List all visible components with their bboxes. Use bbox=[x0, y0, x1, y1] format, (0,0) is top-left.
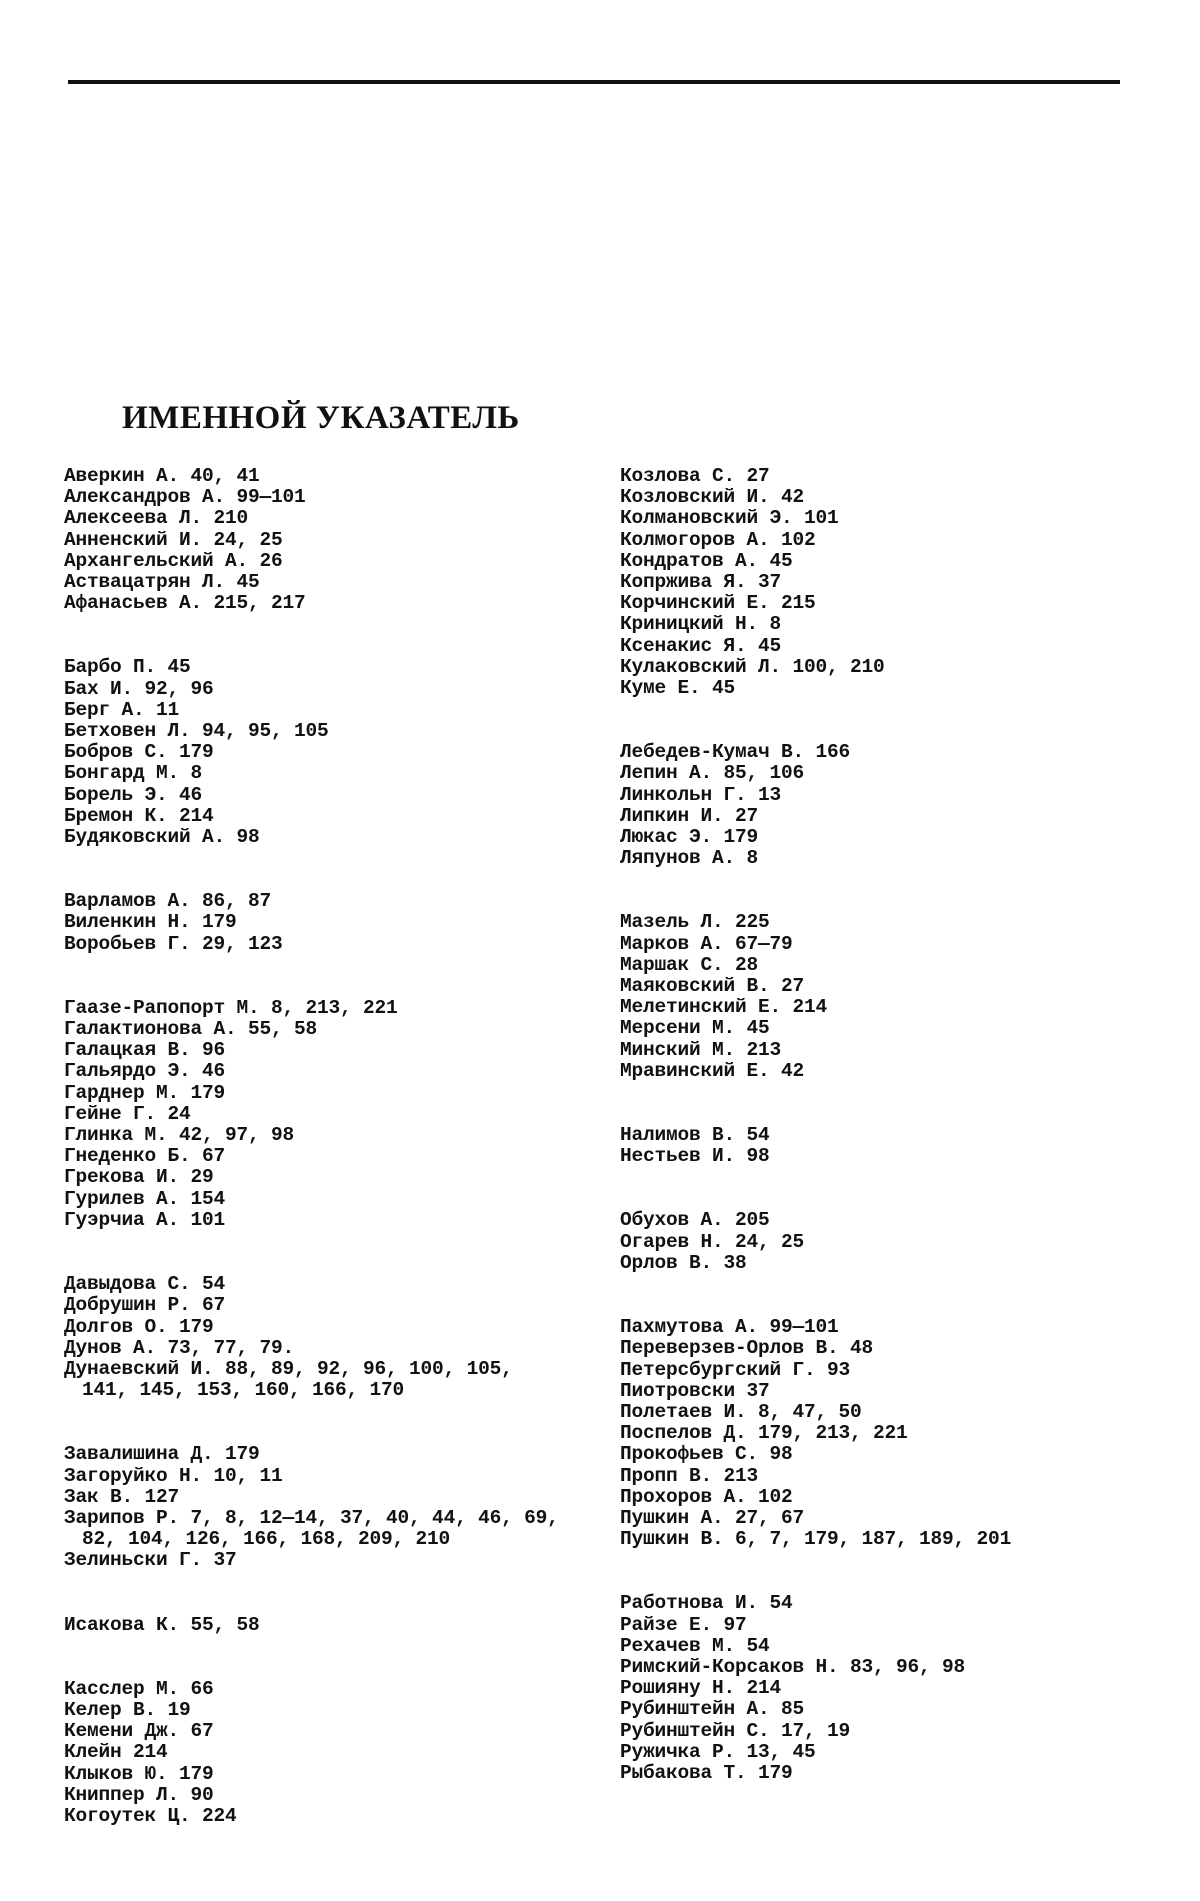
index-entry: Рубинштейн С. 17, 19 bbox=[620, 1719, 851, 1742]
index-entry: Петерсбургский Г. 93 bbox=[620, 1358, 851, 1381]
index-entry: Рехачев М. 54 bbox=[620, 1634, 770, 1657]
index-group-Л bbox=[620, 742, 1180, 869]
index-entry: Маяковский В. 27 bbox=[620, 975, 805, 998]
index-entry: Обухов А. 205 bbox=[620, 1209, 770, 1232]
index-column-left bbox=[64, 466, 604, 1870]
index-entry: Галацкая В. 96 bbox=[64, 1039, 226, 1062]
index-group-Г bbox=[64, 998, 604, 1231]
index-entry: Пахмутова А. 99—101 bbox=[620, 1316, 839, 1339]
top-rule bbox=[68, 80, 1120, 84]
index-entry: Келер В. 19 bbox=[64, 1698, 191, 1721]
index-group-М bbox=[620, 912, 1180, 1082]
index-entry: Галактионова А. 55, 58 bbox=[64, 1018, 318, 1041]
index-entry: Воробьев Г. 29, 123 bbox=[64, 932, 283, 955]
index-group-З bbox=[64, 1444, 604, 1571]
index-entry: Гарднер М. 179 bbox=[64, 1081, 226, 1104]
index-group-В bbox=[64, 891, 604, 955]
index-entry: Маршак С. 28 bbox=[620, 953, 759, 976]
index-entry: Будяковский А. 98 bbox=[64, 826, 260, 849]
page-title: ИМЕННОЙ УКАЗАТЕЛЬ bbox=[122, 400, 520, 436]
index-entry: Римский-Корсаков Н. 83, 96, 98 bbox=[620, 1655, 966, 1678]
index-entry: Бонгард М. 8 bbox=[64, 762, 203, 785]
index-entry: Рубинштейн А. 85 bbox=[620, 1698, 805, 1721]
index-group-Р bbox=[620, 1593, 1180, 1784]
index-entry: Борель Э. 46 bbox=[64, 783, 203, 806]
index-entry: Дунов А. 73, 77, 79. bbox=[64, 1336, 295, 1359]
index-entry: Исакова К. 55, 58 bbox=[64, 1613, 260, 1636]
index-group-Б bbox=[64, 657, 604, 848]
index-entry: Гейне Г. 24 bbox=[64, 1102, 191, 1125]
index-entry: Александров А. 99—101 bbox=[64, 486, 306, 509]
index-group-И bbox=[64, 1615, 604, 1636]
index-entry: Бетховен Л. 94, 95, 105 bbox=[64, 720, 329, 743]
index-entry: Налимов В. 54 bbox=[620, 1124, 770, 1147]
index-entry: Работнова И. 54 bbox=[620, 1592, 793, 1615]
index-entry: Кулаковский Л. 100, 210 bbox=[620, 655, 885, 678]
index-entry: Лепин А. 85, 106 bbox=[620, 762, 805, 785]
index-entry: Ляпунов А. 8 bbox=[620, 847, 759, 870]
index-entry: Берг А. 11 bbox=[64, 698, 180, 721]
index-entry: Зак В. 127 bbox=[64, 1485, 180, 1508]
index-entry: Аверкин А. 40, 41 bbox=[64, 465, 260, 487]
index-entry: Клыков Ю. 179 bbox=[64, 1762, 214, 1785]
index-entry: Барбо П. 45 bbox=[64, 656, 191, 679]
index-group-О bbox=[620, 1210, 1180, 1274]
index-entry: Аствацатрян Л. 45 bbox=[64, 571, 260, 594]
index-entry: Дунаевский И. 88, 89, 92, 96, 100, 105, bbox=[64, 1357, 513, 1380]
index-entry: Глинка М. 42, 97, 98 bbox=[64, 1124, 295, 1147]
index-entry: Минский М. 213 bbox=[620, 1038, 782, 1061]
index-entry: Рыбакова Т. 179 bbox=[620, 1761, 793, 1784]
index-entry: Ружичка Р. 13, 45 bbox=[620, 1740, 816, 1763]
index-entry: Варламов А. 86, 87 bbox=[64, 890, 272, 913]
index-entry: Пушкин А. 27, 67 bbox=[620, 1506, 805, 1529]
index-group-Н bbox=[620, 1125, 1180, 1167]
index-entry: Давыдова С. 54 bbox=[64, 1273, 226, 1296]
index-entry: Добрушин Р. 67 bbox=[64, 1294, 226, 1317]
index-entry: Анненский И. 24, 25 bbox=[64, 528, 283, 551]
index-entry: Мелетинский Е. 214 bbox=[620, 996, 828, 1019]
index-entry: Линкольн Г. 13 bbox=[620, 783, 782, 806]
index-entry: Грекова И. 29 bbox=[64, 1166, 214, 1189]
index-entry: Переверзев-Орлов В. 48 bbox=[620, 1337, 874, 1360]
index-entry: Козловский И. 42 bbox=[620, 486, 805, 509]
index-entry: Копржива Я. 37 bbox=[620, 571, 782, 594]
index-group-К bbox=[620, 466, 1180, 699]
index-entry: Кондратов А. 45 bbox=[620, 549, 793, 572]
index-entry: Мерсени М. 45 bbox=[620, 1017, 770, 1040]
index-entry: Гальярдо Э. 46 bbox=[64, 1060, 226, 1083]
index-entry: Мазель Л. 225 bbox=[620, 911, 770, 934]
index-entry: Орлов В. 38 bbox=[620, 1251, 747, 1274]
index-entry: Поспелов Д. 179, 213, 221 bbox=[620, 1422, 908, 1445]
index-entry: Архангельский А. 26 bbox=[64, 549, 283, 572]
index-entry: Когоутек Ц. 224 bbox=[64, 1804, 237, 1827]
index-entry: Кемени Дж. 67 bbox=[64, 1720, 214, 1743]
index-group-А bbox=[64, 466, 604, 614]
index-entry: Пушкин В. 6, 7, 179, 187, 189, 201 bbox=[620, 1528, 1012, 1551]
index-entry: Гнеденко Б. 67 bbox=[64, 1145, 226, 1168]
index-entry: Завалишина Д. 179 bbox=[64, 1443, 260, 1466]
index-entry: Марков А. 67—79 bbox=[620, 932, 793, 955]
index-column-right bbox=[620, 466, 1180, 1827]
index-entry: Огарев Н. 24, 25 bbox=[620, 1230, 805, 1253]
index-entry: Виленкин Н. 179 bbox=[64, 911, 237, 934]
index-entry: Афанасьев А. 215, 217 bbox=[64, 592, 306, 615]
index-entry: Прохоров А. 102 bbox=[620, 1485, 793, 1508]
index-entry: Бобров С. 179 bbox=[64, 741, 214, 764]
index-entry: Рошияну Н. 214 bbox=[620, 1677, 782, 1700]
index-entry: Зелиньски Г. 37 bbox=[64, 1549, 237, 1572]
index-entry: Зарипов Р. 7, 8, 12—14, 37, 40, 44, 46, 69, bbox=[64, 1506, 559, 1529]
index-entry: Касслер М. 66 bbox=[64, 1677, 214, 1700]
index-entry: Козлова С. 27 bbox=[620, 465, 770, 487]
index-entry: Корчинский Е. 215 bbox=[620, 592, 816, 615]
index-entry: Мравинский Е. 42 bbox=[620, 1059, 805, 1082]
index-entry: 82, 104, 126, 166, 168, 209, 210 bbox=[82, 1528, 451, 1551]
index-entry: Долгов О. 179 bbox=[64, 1315, 214, 1338]
index-entry: Липкин И. 27 bbox=[620, 804, 759, 827]
index-entry: Прокофьев С. 98 bbox=[620, 1443, 793, 1466]
index-group-П bbox=[620, 1317, 1180, 1550]
index-entry: Загоруйко Н. 10, 11 bbox=[64, 1464, 283, 1487]
index-entry: Книппер Л. 90 bbox=[64, 1783, 214, 1806]
index-entry: Лебедев-Кумач В. 166 bbox=[620, 741, 851, 764]
index-entry: Пиотровски 37 bbox=[620, 1379, 770, 1402]
index-entry: Куме Е. 45 bbox=[620, 677, 736, 700]
index-entry: Бах И. 92, 96 bbox=[64, 677, 214, 700]
index-entry: Клейн 214 bbox=[64, 1741, 168, 1764]
index-entry: Колмогоров А. 102 bbox=[620, 528, 816, 551]
index-entry: Ксенакис Я. 45 bbox=[620, 634, 782, 657]
index-entry: Люкас Э. 179 bbox=[620, 826, 759, 849]
index-entry: Колмановский Э. 101 bbox=[620, 507, 839, 530]
index-entry: Райзе Е. 97 bbox=[620, 1613, 747, 1636]
index-entry: Полетаев И. 8, 47, 50 bbox=[620, 1400, 862, 1423]
index-entry: Гаазе-Рапопорт М. 8, 213, 221 bbox=[64, 996, 398, 1019]
index-group-Д bbox=[64, 1274, 604, 1401]
index-entry: Алексеева Л. 210 bbox=[64, 507, 249, 530]
index-entry: Гурилев А. 154 bbox=[64, 1187, 226, 1210]
index-group-К bbox=[64, 1679, 604, 1827]
index-entry: Гуэрчиа А. 101 bbox=[64, 1208, 226, 1231]
index-entry: Криницкий Н. 8 bbox=[620, 613, 782, 636]
index-entry: 141, 145, 153, 160, 166, 170 bbox=[82, 1379, 405, 1402]
index-entry: Пропп В. 213 bbox=[620, 1464, 759, 1487]
index-entry: Бремон К. 214 bbox=[64, 804, 214, 827]
index-entry: Нестьев И. 98 bbox=[620, 1145, 770, 1168]
